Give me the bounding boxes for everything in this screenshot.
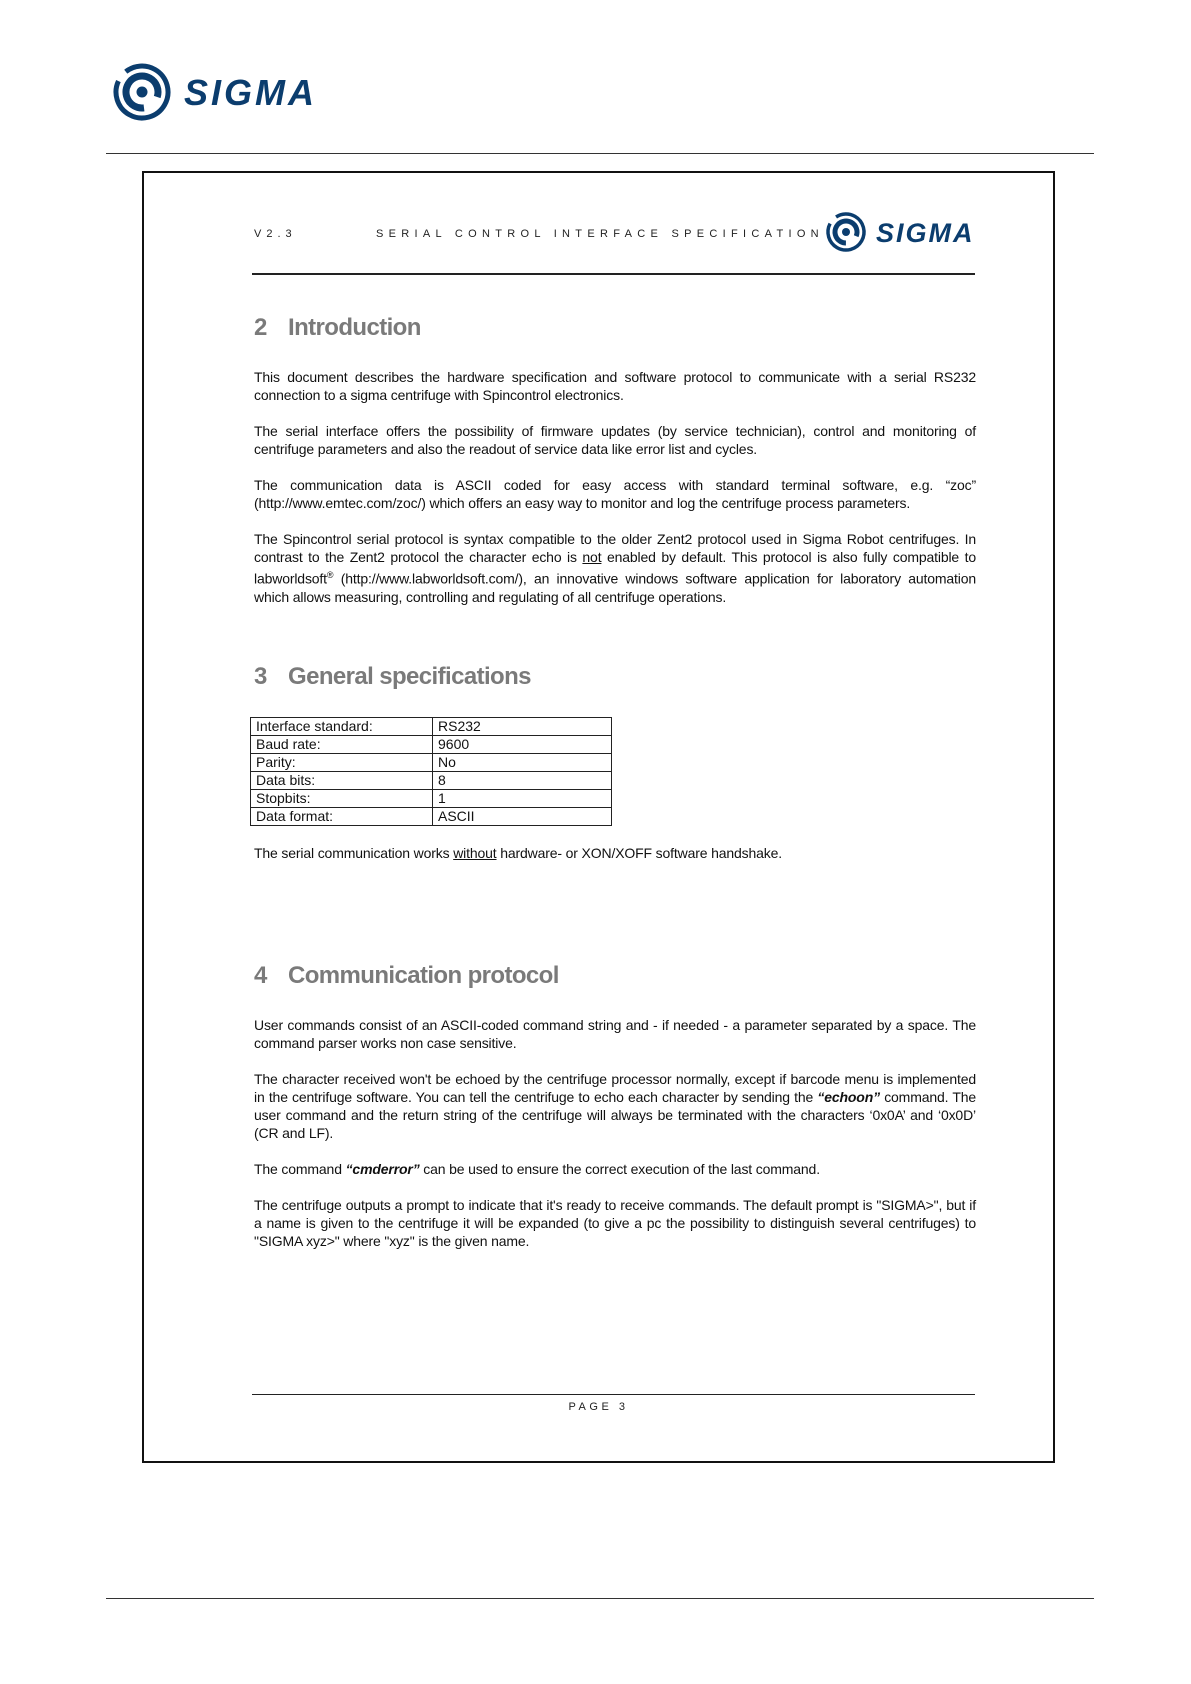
section-heading — [254, 663, 976, 691]
section-number: 3 — [254, 663, 267, 690]
section-introduction — [254, 314, 976, 624]
svg-text:SIGMA: SIGMA — [184, 72, 318, 113]
spec-row — [251, 808, 612, 826]
doc-version: V2.3 — [254, 228, 297, 240]
spec-row — [251, 736, 612, 754]
spec-key: Interface standard: — [251, 718, 433, 736]
paragraph: This document describes the hardware specification and software protocol to communicate with a serial RS232 connection to a sigma centrifuge with Spincontrol electronics. — [254, 369, 976, 403]
spec-value: RS232 — [433, 718, 612, 736]
sigma-emblem-icon — [824, 209, 871, 255]
spec-value: 8 — [433, 772, 612, 790]
spec-row — [251, 790, 612, 808]
sigma-logo — [112, 60, 372, 126]
paragraph: User commands consist of an ASCII-coded command string and - if needed - a parameter separated by a space. The command parser works non case sensitive. — [254, 1017, 976, 1051]
spec-key: Baud rate: — [251, 736, 433, 754]
spec-row — [251, 718, 612, 736]
spec-key: Data bits: — [251, 772, 433, 790]
section-number: 2 — [254, 314, 267, 341]
section-number: 4 — [254, 962, 267, 989]
section-title: General specifications — [288, 663, 531, 690]
spec-value: 1 — [433, 790, 612, 808]
paragraph: The serial interface offers the possibility of firmware updates (by service technician), control and monitoring of centrifuge parameters and also the readout of service data like error list and cycles. — [254, 423, 976, 457]
sigma-header-logo — [824, 209, 1024, 255]
section-general-specifications — [254, 663, 976, 880]
svg-text:SIGMA: SIGMA — [876, 218, 975, 248]
page-top-divider — [106, 153, 1094, 154]
footer-divider — [252, 1394, 975, 1395]
section-title: Introduction — [288, 314, 421, 341]
spec-value: ASCII — [433, 808, 612, 826]
page-number: PAGE 3 — [568, 1401, 629, 1413]
section-communication-protocol — [254, 962, 976, 1268]
doc-title: SERIAL CONTROL INTERFACE SPECIFICATION — [376, 228, 824, 240]
sigma-emblem-icon — [112, 60, 178, 126]
header-divider — [252, 273, 975, 275]
spec-value: 9600 — [433, 736, 612, 754]
paragraph: The command “cmderror” can be used to ensure the correct execution of the last command. — [254, 1161, 820, 1177]
handshake-note: The serial communication works without hardware- or XON/XOFF software handshake. — [254, 845, 783, 861]
spec-value: No — [433, 754, 612, 772]
section-heading — [254, 962, 976, 990]
embedded-document-page — [142, 171, 1055, 1463]
section-title: Communication protocol — [288, 962, 559, 989]
paragraph: The character received won't be echoed by the centrifuge processor normally, except if barcode menu is implemented in the centrifuge software. You can tell the centrifuge to echo each character by sending the “echoon” command. The user command and the return string of the centrifuge will always be terminated with the characters ‘0x0A’ and ‘0x0D’ (CR and LF). — [254, 1071, 976, 1141]
spec-key: Stopbits: — [251, 790, 433, 808]
paragraph: The centrifuge outputs a prompt to indicate that it's ready to receive commands. The default prompt is "SIGMA>", but if a name is given to the centrifuge it will be expanded (to give a pc the possibility to distinguish several centrifuges) to "SIGMA xyz>" where "xyz" is the given name. — [254, 1197, 976, 1249]
spec-key: Parity: — [251, 754, 433, 772]
paragraph: The communication data is ASCII coded for easy access with standard terminal software, e.g. “zoc” (http://www.emtec.com/zoc/) which offers an easy way to monitor and log the centrifuge process parameters. — [254, 477, 976, 511]
specifications-table — [250, 717, 612, 826]
spec-key: Data format: — [251, 808, 433, 826]
spec-row — [251, 754, 612, 772]
spec-row — [251, 772, 612, 790]
section-heading — [254, 314, 976, 342]
page-bottom-divider — [106, 1598, 1094, 1599]
paragraph: The Spincontrol serial protocol is syntax compatible to the older Zent2 protocol used in Sigma Robot centrifuges. In contrast to the Zent2 protocol the character echo is not enabled by default. This protocol is also fully compatible to labworldsoft® (http://www.labworldsoft.com/), an innovative windows software application for laboratory automation which allows measuring, controlling and regulating of all centrifuge operations. — [254, 531, 976, 605]
